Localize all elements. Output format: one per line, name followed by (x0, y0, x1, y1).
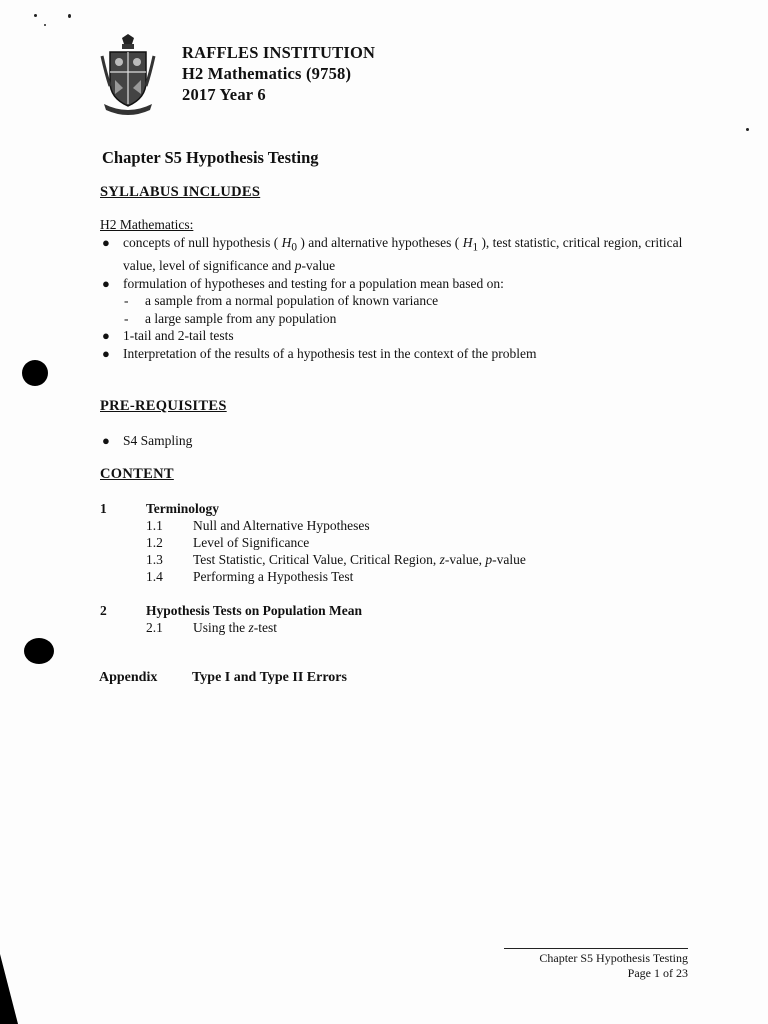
scan-speck (34, 14, 37, 17)
chapter-title: Chapter S5 Hypothesis Testing (102, 148, 319, 167)
appendix-row (99, 670, 347, 686)
item-number: 2.1 (146, 620, 163, 635)
section-number: 1 (100, 501, 107, 516)
content-item-row (100, 551, 660, 568)
prerequisite-text: S4 Sampling (123, 433, 193, 448)
content-item-row (100, 619, 660, 636)
course-name: H2 Mathematics (9758) (182, 64, 352, 83)
list-item (100, 275, 700, 293)
scan-edge-mark (0, 954, 18, 1024)
syllabus-bullet-text: 1-tail and 2-tail tests (123, 328, 234, 344)
document-header (182, 42, 375, 105)
list-item (100, 234, 700, 275)
syllabus-bullet-text: concepts of null hypothesis ( $H_0$ ) and alternative hypotheses ( $H_1$ ), test statistic, critical region, critical value, level of significance and p-value (123, 235, 683, 274)
scan-speck (68, 14, 71, 18)
scan-speck (44, 24, 46, 26)
item-title: Null and Alternative Hypotheses (193, 518, 370, 533)
syllabus-bullet-text: Interpretation of the results of a hypothesis test in the context of the problem (123, 345, 537, 361)
list-item (100, 327, 700, 345)
content-section-row (100, 500, 660, 517)
scan-speck (746, 128, 749, 131)
list-item (100, 292, 700, 310)
list-item (100, 310, 700, 328)
content-section-row (100, 602, 660, 619)
content-item-row (100, 517, 660, 534)
list-item (100, 345, 700, 363)
content-section-2 (100, 602, 660, 636)
item-title: Level of Significance (193, 535, 310, 550)
syllabus-subheading: H2 Mathematics: (100, 217, 194, 232)
section-title: Hypothesis Tests on Population Mean (146, 603, 363, 618)
item-number: 1.4 (146, 569, 163, 584)
syllabus-sub-bullet-text: a sample from a normal population of known variance (145, 293, 439, 309)
content-item-row (100, 568, 660, 585)
list-item (100, 432, 700, 450)
dash-icon: - (124, 293, 129, 309)
item-number: 1.1 (146, 518, 163, 533)
item-number: 1.2 (146, 535, 163, 550)
content-heading: CONTENT (100, 466, 174, 482)
bullet-icon: ● (102, 328, 110, 344)
punch-hole-bottom (24, 638, 54, 664)
syllabus-sub-bullet-text: a large sample from any population (145, 310, 337, 326)
page-footer (504, 948, 688, 981)
bullet-icon: ● (102, 345, 110, 361)
appendix-title: Type I and Type II Errors (192, 670, 347, 685)
bullet-icon: ● (102, 235, 110, 250)
footer-chapter: Chapter S5 Hypothesis Testing (539, 951, 688, 965)
item-title: Performing a Hypothesis Test (193, 569, 354, 584)
bullet-icon: ● (102, 275, 110, 291)
bullet-icon: ● (102, 433, 110, 448)
appendix-label: Appendix (99, 670, 158, 685)
section-number: 2 (100, 603, 107, 618)
item-title: Using the z-test (193, 620, 278, 635)
prerequisites-heading: PRE-REQUISITES (100, 398, 227, 414)
content-section-1 (100, 500, 660, 585)
item-number: 1.3 (146, 552, 163, 567)
footer-page-number: Page 1 of 23 (627, 966, 688, 980)
section-title: Terminology (146, 501, 220, 516)
prerequisites-list (100, 432, 700, 450)
institution-name: RAFFLES INSTITUTION (182, 43, 376, 62)
item-title: Test Statistic, Critical Value, Critical Region, z-value, p-value (193, 552, 526, 567)
syllabus-bullet-list (100, 234, 700, 362)
dash-icon: - (124, 310, 129, 326)
content-item-row (100, 534, 660, 551)
syllabus-bullet-text: formulation of hypotheses and testing for a population mean based on: (123, 275, 504, 291)
raffles-crest-logo (100, 34, 156, 116)
punch-hole-top (22, 360, 48, 386)
syllabus-heading: SYLLABUS INCLUDES (100, 184, 261, 200)
course-year: 2017 Year 6 (182, 85, 266, 104)
